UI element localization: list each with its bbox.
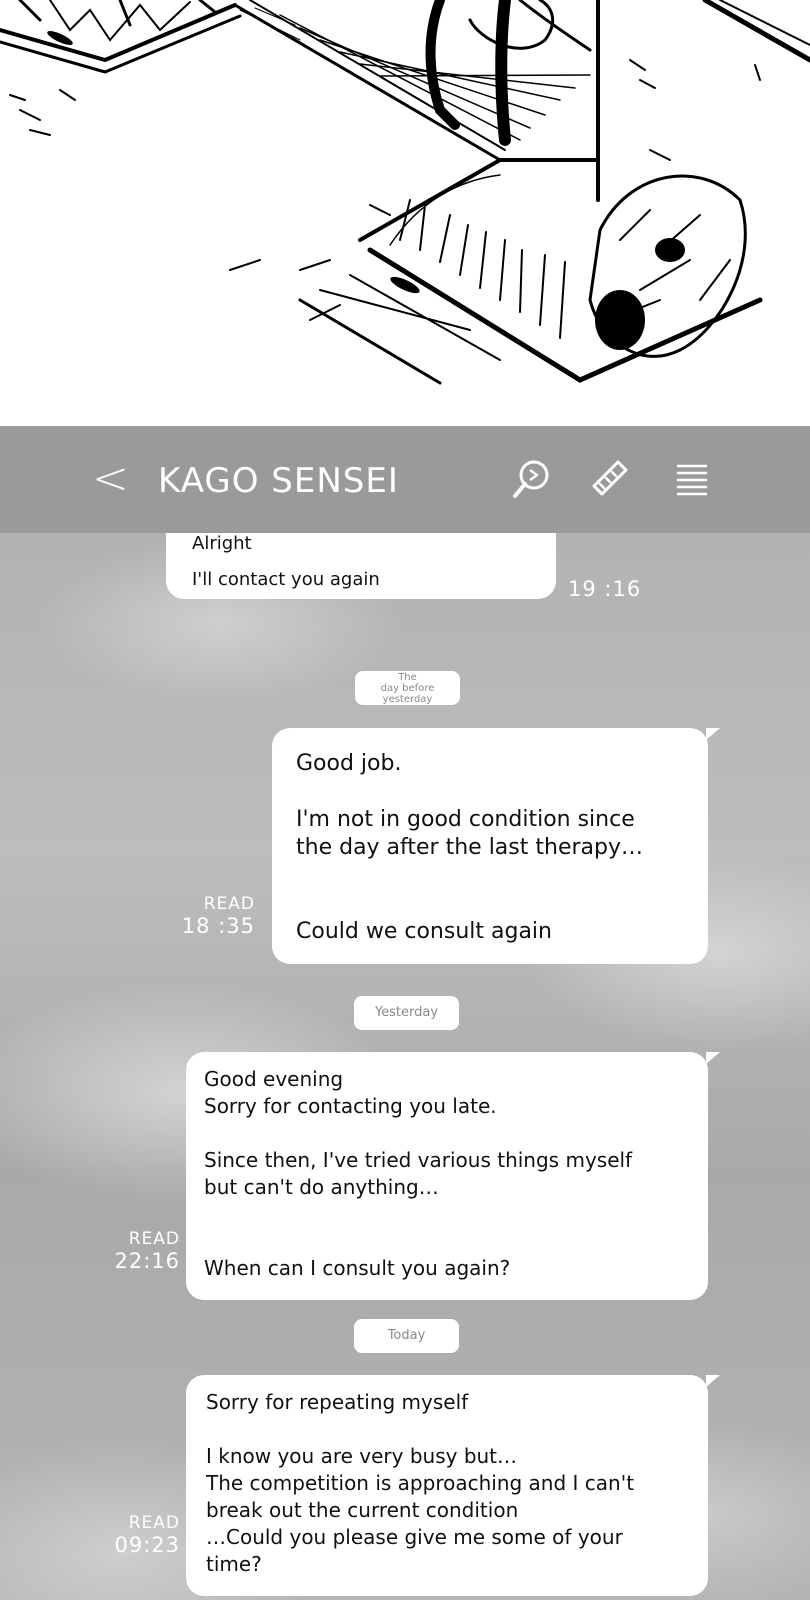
menu-icon[interactable]: [670, 456, 714, 500]
message-meta: [100, 1229, 180, 1273]
message-time: 09:23: [114, 1533, 180, 1557]
message-bubble[interactable]: [272, 728, 708, 964]
message-text: Sorry for repeating myself I know you are very busy but… The competition is approaching and I can't break out the current condition …Could you please give me some of your time?: [206, 1390, 635, 1576]
chat-timeline[interactable]: [0, 533, 810, 1600]
message-meta: [100, 1513, 180, 1557]
read-receipt: READ: [203, 894, 255, 914]
bubble-tail: [706, 1052, 720, 1064]
message-text: Good job. I'm not in good condition since the day after the last therapy… Could we consult again: [296, 751, 643, 944]
message-meta: [170, 894, 255, 938]
manga-panel-illustration: [0, 0, 810, 426]
message-time: 22:16: [114, 1249, 180, 1273]
message-time: 19 :16: [568, 577, 642, 601]
message-line: I'll contact you again: [192, 569, 380, 590]
ruler-pencil-icon[interactable]: [588, 456, 632, 500]
chat-header: [0, 426, 810, 533]
contact-name: KAGO SENSEI: [158, 461, 399, 501]
bubble-tail: [706, 1375, 720, 1387]
message-time: 18 :35: [181, 914, 255, 938]
back-button[interactable]: <: [92, 453, 129, 504]
message-bubble[interactable]: [186, 1375, 708, 1596]
message-bubble[interactable]: [166, 533, 556, 599]
staircase-garden-illustration: [0, 0, 810, 426]
date-separator: Today: [354, 1319, 459, 1353]
date-separator: Yesterday: [354, 996, 459, 1030]
message-bubble[interactable]: [186, 1052, 708, 1300]
read-receipt: READ: [128, 1229, 180, 1249]
message-line: Alright: [192, 533, 252, 554]
read-receipt: READ: [128, 1513, 180, 1533]
message-text: Good evening Sorry for contacting you late. Since then, I've tried various things myself but can't do anything… When can I consult you again?: [204, 1067, 633, 1280]
date-separator: The day before yesterday: [355, 671, 460, 705]
message-meta: [568, 577, 643, 601]
search-icon[interactable]: [510, 456, 554, 500]
bubble-tail: [706, 728, 720, 740]
